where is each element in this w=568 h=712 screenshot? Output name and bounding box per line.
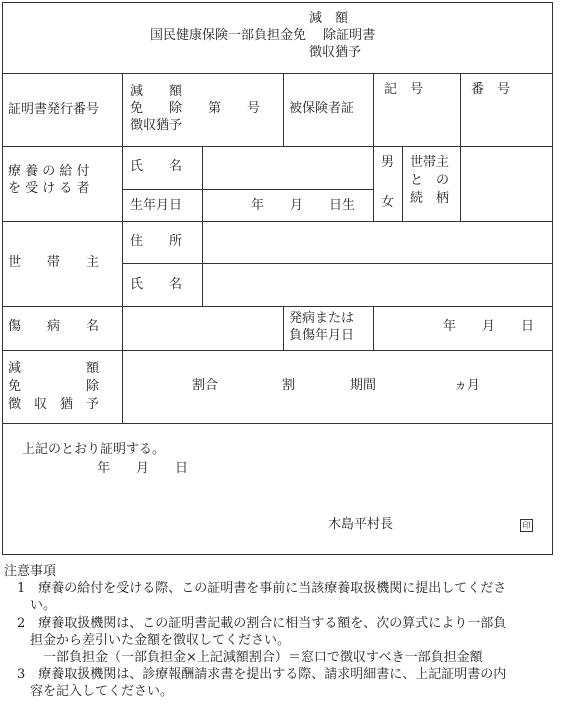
rule bbox=[283, 306, 284, 350]
certification-text: 上記のとおり証明する。 bbox=[22, 442, 166, 457]
rule bbox=[202, 146, 203, 306]
note-2-line-2: 担金から差引いた金額を徴収してください。 bbox=[4, 632, 291, 648]
ratio-unit: 割 bbox=[282, 378, 296, 393]
genmen-label-3: 徴収猶予 bbox=[130, 118, 183, 133]
title-line-1: 減 額 bbox=[309, 11, 349, 26]
rule bbox=[122, 263, 553, 264]
onset-label-2: 負傷年月日 bbox=[289, 328, 355, 343]
rule bbox=[122, 73, 123, 423]
rule bbox=[373, 306, 374, 350]
notes-section bbox=[4, 563, 566, 701]
note-2-formula: 一部負担金（一部負担金×上記減額割合）＝窓口で徴収すべき一部負担金額 bbox=[4, 650, 483, 666]
relation-label-1: 世帯主 bbox=[410, 155, 450, 170]
rule bbox=[2, 306, 553, 307]
birthdate-label: 生年月日 bbox=[130, 198, 183, 213]
rule bbox=[402, 146, 403, 221]
onset-label-1: 発病または bbox=[289, 311, 355, 326]
reduction-label-2: 免 除 bbox=[8, 379, 100, 394]
note-1-line-2: い。 bbox=[4, 598, 57, 614]
certification-date: 年 月 日 bbox=[97, 461, 189, 476]
rule bbox=[2, 350, 553, 351]
disease-label: 傷 病 名 bbox=[8, 319, 100, 334]
note-1-line-1: 1 療養の給付を受ける際、この証明書を事前に当該療養取扱機関に提出してくださ bbox=[4, 581, 507, 597]
rule bbox=[2, 146, 553, 147]
relation-label-3: 続 柄 bbox=[410, 191, 450, 206]
sex-male: 男 bbox=[381, 155, 395, 170]
rule bbox=[2, 423, 553, 424]
householder-name-label: 氏 名 bbox=[130, 277, 183, 292]
ratio-label: 割合 bbox=[192, 378, 219, 393]
notes-heading: 注意事項 bbox=[4, 564, 57, 579]
period-label: 期間 bbox=[350, 378, 377, 393]
bango-label: 番 号 bbox=[471, 82, 511, 97]
onset-date-value: 年 月 日 bbox=[443, 319, 535, 334]
note-2-line-1: 2 療養取扱機関は、この証明書記載の割合に相当する額を、次の算式により一部負 bbox=[4, 615, 507, 631]
genmen-number-label: 免 除 第 号 bbox=[130, 101, 261, 116]
title-line-3: 徴収猶予 bbox=[309, 45, 362, 60]
birthdate-value: 年 月 日生 bbox=[251, 198, 356, 213]
rule bbox=[373, 73, 374, 221]
rule bbox=[460, 73, 461, 221]
issuer-name: 木島平村長 bbox=[328, 517, 394, 532]
seal-icon: 印 bbox=[520, 519, 533, 532]
recipient-label-1: 療 養 の 給 付 bbox=[8, 164, 90, 179]
rule bbox=[283, 73, 284, 146]
householder-label: 世 帯 主 bbox=[8, 255, 100, 270]
kigo-label: 記 号 bbox=[384, 82, 424, 97]
recipient-label-2: を 受 け る 者 bbox=[8, 181, 90, 196]
sex-female: 女 bbox=[381, 195, 395, 210]
insured-card-label: 被保険者証 bbox=[289, 101, 355, 116]
period-unit: ヵ月 bbox=[454, 378, 481, 393]
note-3-line-1: 3 療養取扱機関は、診療報酬請求書を提出する際、請求明細書に、上記証明書の内 bbox=[4, 667, 507, 683]
cert-number-label: 証明書発行番号 bbox=[8, 102, 100, 117]
genmen-label-1: 減 額 bbox=[130, 84, 183, 99]
note-3-line-2: 容を記入してください。 bbox=[4, 684, 174, 700]
rule bbox=[2, 221, 553, 222]
reduction-label-3: 徴 収 猶 予 bbox=[8, 397, 100, 412]
document-title: 国民健康保険一部負担金免 除証明書 bbox=[150, 28, 376, 43]
relation-label-2: と の bbox=[410, 173, 450, 188]
rule bbox=[2, 73, 553, 74]
recipient-name-label: 氏 名 bbox=[130, 159, 183, 174]
reduction-label-1: 減 額 bbox=[8, 361, 100, 376]
rule bbox=[122, 189, 373, 190]
address-label: 住 所 bbox=[130, 234, 183, 249]
